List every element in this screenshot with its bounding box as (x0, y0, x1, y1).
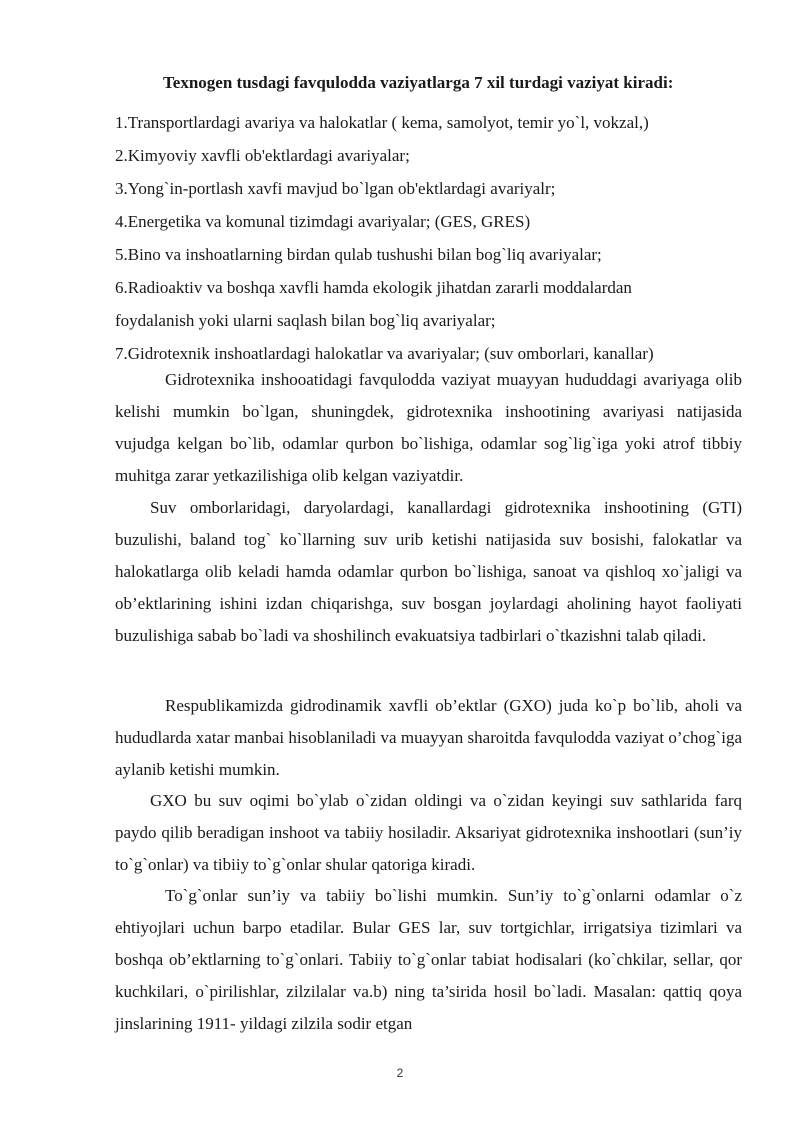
list-item: 7.Gidrotexnik inshoatlardagi halokatlar va avariyalar; (suv omborlari, kanallar) (115, 344, 654, 363)
list-item: 6.Radioaktiv va boshqa xavfli hamda ekologik jihatdan zararli moddalardan foydalanish yoki ularni saqlash bilan bog`liq avariyalar; (115, 278, 632, 330)
paragraph: To`g`onlar sun’iy va tabiiy bo`lishi mumkin. Sun’iy to`g`onlarni odamlar o`z ehtiyojlari uchun barpo etadilar. Bular GES lar, suv tortgichlar, irrigatsiya tizimlari va boshqa ob’ektlarning to`g`onlari. Tabiiy to`g`onlar tabiat hodisalari (ko`chkilar, sellar, qor kuchkilari, o`pirilishlar, zilzilalar va.b) ning ta’sirida hosil bo`ladi. Masalan: qattiq qoya jinslarining 1911- yildagi zilzila sodir etgan (115, 886, 742, 1033)
list-item: 4.Energetika va komunal tizimdagi avariyalar; (GES, GRES) (115, 212, 531, 231)
emergency-type-list (115, 106, 745, 370)
list-item: 3.Yong`in-portlash xavfi mavjud bo`lgan ob'ektlardagi avariyalr; (115, 179, 556, 198)
section-heading: Texnogen tusdagi favqulodda vaziyatlarga 7 xil turdagi vaziyat kiradi: (163, 73, 674, 92)
list-item: 2.Kimyoviy xavfli ob'ektlardagi avariyalar; (115, 146, 410, 165)
paragraph: Gidrotexnika inshooatidagi favqulodda vaziyat muayyan hududdagi avariyaga olib kelishi mumkin bo`lgan, shuningdek, gidrotexnika inshootining avariyasi natijasida vujudga kelgan bo`lib, odamlar qurbon bo`lishiga, odamlar sog`lig`iga yoki atrof tibbiy muhitga zarar yetkazilishiga olib kelgan vaziyatdir. (115, 370, 742, 485)
paragraph: Respublikamizda gidrodinamik xavfli ob’ektlar (GXO) juda ko`p bo`lib, aholi va hududlarda xatar manbai hisoblaniladi va muayyan sharoitda favqulodda vaziyat o’chog`iga aylanib ketishi mumkin. (115, 696, 742, 779)
list-item: 1.Transportlardagi avariya va halokatlar ( kema, samolyot, temir yo`l, vokzal,) (115, 113, 649, 132)
page-number: 2 (396, 1066, 404, 1080)
paragraph: Suv omborlaridagi, daryolardagi, kanallardagi gidrotexnika inshootining (GTI) buzulishi, baland tog` ko`llarning suv urib ketishi natijasida suv bosishi, falokatlar va halokatlarga olib keladi hamda odamlar qurbon bo`lishiga, sanoat va qishloq xo`jaligi va ob’ektlarining ishini izdan chiqarishga, suv bosgan joylardagi aholining hayot faoliyati buzulishiga sabab bo`ladi va shoshilinch evakuatsiya tadbirlari o`tkazishni talab qiladi. (115, 498, 742, 645)
list-item: 5.Bino va inshoatlarning birdan qulab tushushi bilan bog`liq avariyalar; (115, 245, 602, 264)
paragraph: GXO bu suv oqimi bo`ylab o`zidan oldingi va o`zidan keyingi suv sathlarida farq paydo qilib beradigan inshoot va tabiiy hosiladir. Aksariyat gidrotexnika inshootlari (sun’iy to`g`onlar) va tibiiy to`g`onlar shular qatoriga kiradi. (115, 791, 742, 874)
